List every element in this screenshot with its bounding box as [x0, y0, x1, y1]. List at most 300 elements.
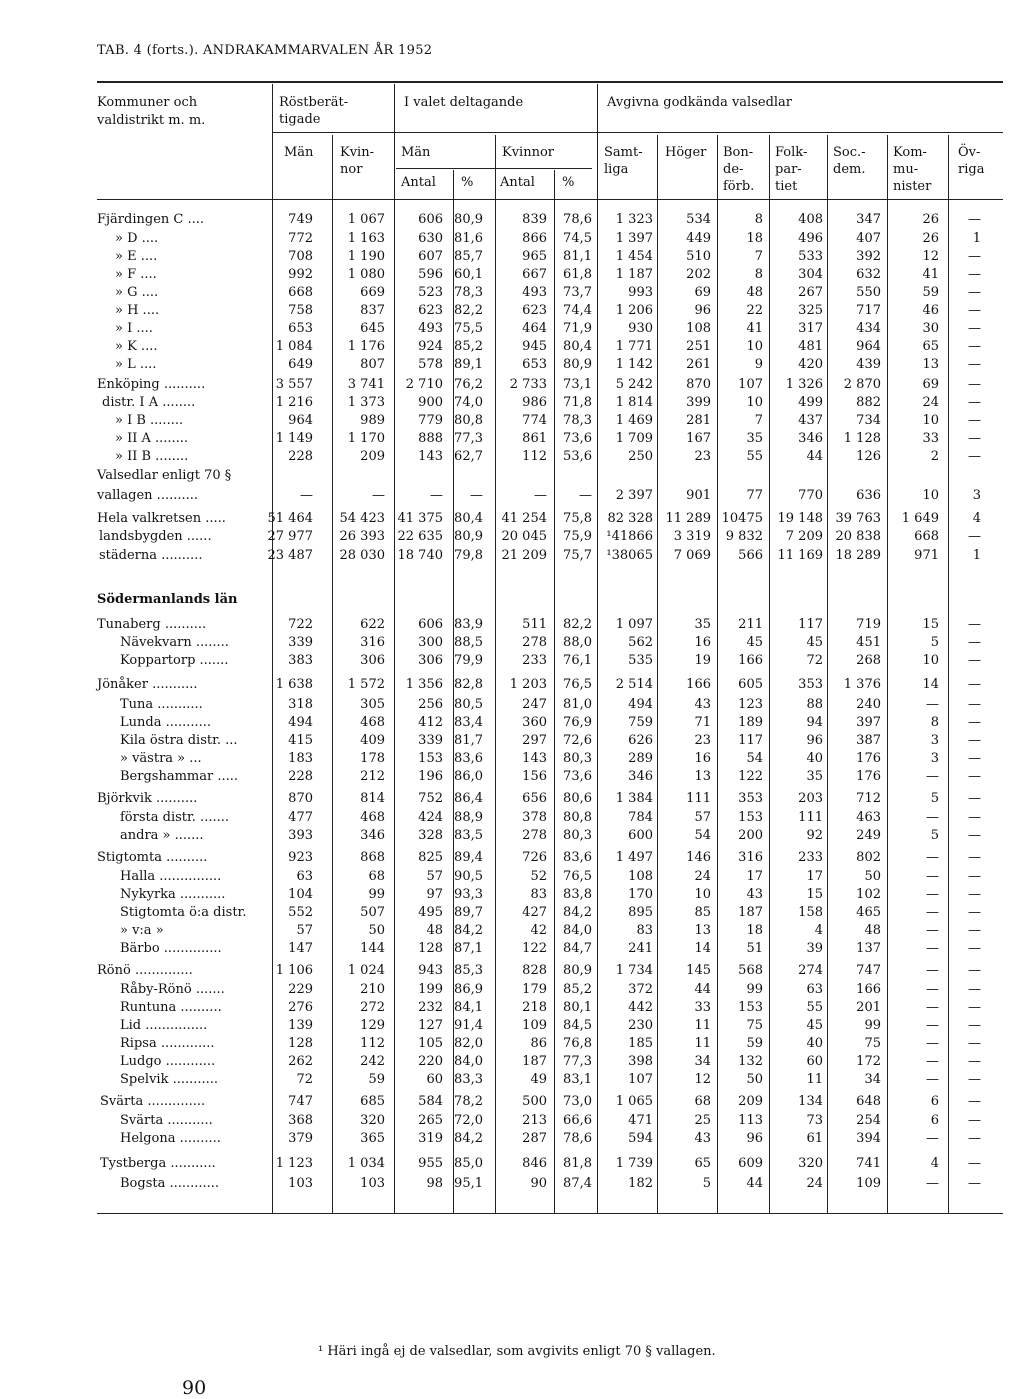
table-cell: 1 497 [615, 850, 653, 865]
table-cell: 242 [360, 1054, 385, 1069]
table-cell: 72,0 [454, 1113, 483, 1128]
table-cell: 437 [798, 413, 823, 428]
table-cell: 943 [418, 963, 443, 978]
table-cell: 117 [738, 733, 763, 748]
table-cell: 77,3 [563, 1054, 592, 1069]
row-label: Ludgo ............ [120, 1054, 216, 1069]
table-cell: 43 [746, 887, 763, 902]
table-cell: 1 080 [347, 267, 385, 282]
header-folkpartiet-1: Folk- [775, 145, 808, 160]
table-cell: — [968, 869, 981, 884]
row-label: Nävekvarn ........ [120, 635, 229, 650]
table-cell: 719 [856, 617, 881, 632]
table-cell: — [968, 1156, 981, 1171]
table-cell: 7 [754, 413, 763, 428]
table-cell: 65 [694, 1156, 711, 1171]
table-cell: 23 487 [267, 548, 313, 563]
table-cell: 209 [738, 1094, 763, 1109]
table-cell: 11 169 [777, 548, 823, 563]
table-cell: 33 [694, 1000, 711, 1015]
table-cell: 989 [360, 413, 385, 428]
table-cell: 8 [930, 715, 939, 730]
table-cell: 442 [628, 1000, 653, 1015]
table-cell: 26 [922, 231, 939, 246]
table-cell: 2 [930, 449, 939, 464]
table-cell: — [968, 828, 981, 843]
table-cell: 30 [922, 321, 939, 336]
header-samtliga-2: liga [604, 162, 629, 177]
table-cell: 1 190 [347, 249, 385, 264]
table-cell: 76,1 [563, 653, 592, 668]
table-cell: 33 [922, 431, 939, 446]
table-cell: 199 [418, 982, 443, 997]
table-cell: 923 [288, 850, 313, 865]
row-label: Kila östra distr. ... [120, 733, 238, 748]
table-cell: — [968, 653, 981, 668]
table-cell: 3 [930, 733, 939, 748]
table-cell: — [968, 449, 981, 464]
table-cell: 316 [360, 635, 385, 650]
table-cell: — [968, 791, 981, 806]
table-cell: 75,9 [563, 529, 592, 544]
table-cell: 802 [856, 850, 881, 865]
row-label: Tuna ........... [120, 697, 203, 712]
table-cell: 99 [746, 982, 763, 997]
table-cell: 494 [288, 715, 313, 730]
table-cell: 39 [806, 941, 823, 956]
rule-line [769, 135, 770, 1213]
table-cell: 6 [930, 1113, 939, 1128]
table-cell: 76,8 [563, 1036, 592, 1051]
table-cell: — [968, 635, 981, 650]
table-cell: 96 [746, 1131, 763, 1146]
table-cell: 1 469 [615, 413, 653, 428]
header-pct-man: % [461, 175, 474, 190]
table-cell: 50 [368, 923, 385, 938]
table-cell: — [968, 1036, 981, 1051]
table-cell: 397 [856, 715, 881, 730]
row-label: » v:a » [120, 923, 164, 938]
row-label: » D .... [115, 231, 159, 246]
table-cell: 656 [522, 791, 547, 806]
table-cell: 1 454 [615, 249, 653, 264]
section-heading: Södermanlands län [97, 592, 238, 607]
table-cell: 75,5 [454, 321, 483, 336]
table-cell: — [968, 923, 981, 938]
table-cell: 251 [686, 339, 711, 354]
table-cell: 41 375 [397, 511, 443, 526]
row-label: vallagen .......... [97, 488, 199, 503]
rule-line [554, 170, 555, 1213]
table-cell: 439 [856, 357, 881, 372]
table-cell: 57 [694, 810, 711, 825]
table-cell: 99 [368, 887, 385, 902]
rule-line [97, 1213, 1003, 1214]
table-cell: — [968, 357, 981, 372]
table-cell: 85,3 [454, 963, 483, 978]
table-cell: 464 [522, 321, 547, 336]
row-label: Hela valkretsen ..... [97, 511, 226, 526]
table-cell: 3 [972, 488, 981, 503]
table-cell: — [968, 887, 981, 902]
table-cell: 562 [628, 635, 653, 650]
table-cell: 63 [806, 982, 823, 997]
table-cell: — [430, 488, 443, 503]
table-cell: 158 [798, 905, 823, 920]
table-cell: 75 [864, 1036, 881, 1051]
table-cell: 481 [798, 339, 823, 354]
table-cell: 170 [628, 887, 653, 902]
table-cell: 166 [856, 982, 881, 997]
table-cell: 201 [856, 1000, 881, 1015]
table-cell: 189 [738, 715, 763, 730]
table-cell: 1 323 [615, 212, 653, 227]
header-pct-kvinnor: % [562, 175, 575, 190]
table-cell: 493 [418, 321, 443, 336]
table-cell: 59 [922, 285, 939, 300]
table-cell: — [968, 715, 981, 730]
table-cell: 9 [754, 357, 763, 372]
table-cell: 1 709 [615, 431, 653, 446]
header-man: Män [284, 145, 314, 160]
table-cell: 93,3 [454, 887, 483, 902]
table-cell: — [968, 963, 981, 978]
table-cell: 712 [856, 791, 881, 806]
row-label: Jönåker ........... [97, 677, 198, 692]
table-cell: 19 [694, 653, 711, 668]
table-cell: 107 [738, 377, 763, 392]
table-cell: 81,0 [563, 697, 592, 712]
table-cell: 83,6 [454, 751, 483, 766]
table-cell: 468 [360, 810, 385, 825]
row-label: » I .... [115, 321, 153, 336]
table-cell: 1 203 [509, 677, 547, 692]
table-cell: 69 [922, 377, 939, 392]
table-cell: 84,2 [454, 923, 483, 938]
table-cell: 34 [864, 1072, 881, 1087]
table-cell: 945 [522, 339, 547, 354]
table-cell: 1 [972, 548, 981, 563]
row-label: » E .... [115, 249, 158, 264]
table-cell: 320 [360, 1113, 385, 1128]
table-cell: 45 [746, 635, 763, 650]
table-cell: 346 [360, 828, 385, 843]
table-cell: — [926, 810, 939, 825]
table-cell: 24 [694, 869, 711, 884]
table-cell: 10475 [721, 511, 763, 526]
table-cell: 415 [288, 733, 313, 748]
table-cell: 424 [418, 810, 443, 825]
table-cell: 11 289 [665, 511, 711, 526]
table-cell: 870 [686, 377, 711, 392]
table-cell: 868 [360, 850, 385, 865]
table-cell: — [926, 1054, 939, 1069]
table-cell: 18 [746, 231, 763, 246]
table-cell: — [968, 1054, 981, 1069]
table-cell: — [534, 488, 547, 503]
row-label: landsbygden ...... [99, 529, 212, 544]
table-cell: 76,5 [563, 677, 592, 692]
table-cell: 81,7 [454, 733, 483, 748]
table-cell: 241 [628, 941, 653, 956]
table-cell: 772 [288, 231, 313, 246]
table-cell: 265 [418, 1113, 443, 1128]
rule-line [657, 135, 658, 1213]
table-cell: 78,6 [563, 212, 592, 227]
table-cell: 353 [798, 677, 823, 692]
table-cell: 4 [930, 1156, 939, 1171]
table-cell: 412 [418, 715, 443, 730]
table-cell: 98 [426, 1176, 443, 1191]
table-cell: 297 [522, 733, 547, 748]
table-cell: 60 [806, 1054, 823, 1069]
table-cell: 229 [288, 982, 313, 997]
table-cell: 78,2 [454, 1094, 483, 1109]
table-cell: 80,3 [563, 751, 592, 766]
table-cell: 211 [738, 617, 763, 632]
table-cell: 19 148 [777, 511, 823, 526]
table-cell: 34 [694, 1054, 711, 1069]
table-cell: 99 [864, 1018, 881, 1033]
table-cell: — [926, 1036, 939, 1051]
header-kommunister-1: Kom- [893, 145, 927, 160]
table-cell: 50 [746, 1072, 763, 1087]
table-cell: 132 [738, 1054, 763, 1069]
table-cell: 86,0 [454, 769, 483, 784]
rule-line [948, 135, 949, 1213]
table-cell: — [968, 267, 981, 282]
table-cell: 499 [798, 395, 823, 410]
table-cell: 407 [856, 231, 881, 246]
table-cell: 210 [360, 982, 385, 997]
table-cell: — [968, 677, 981, 692]
table-cell: 183 [288, 751, 313, 766]
table-cell: — [926, 1072, 939, 1087]
table-cell: 233 [798, 850, 823, 865]
table-cell: 609 [738, 1156, 763, 1171]
table-cell: 1 397 [615, 231, 653, 246]
table-cell: 17 [806, 869, 823, 884]
table-cell: 71,8 [563, 395, 592, 410]
table-cell: 176 [856, 751, 881, 766]
table-cell: 1 170 [347, 431, 385, 446]
header-rostberattigade-1: Röstberät- [279, 95, 349, 110]
table-cell: 196 [418, 769, 443, 784]
header-kommuner-2: valdistrikt m. m. [97, 113, 206, 128]
table-cell: 837 [360, 303, 385, 318]
table-cell: 35 [694, 617, 711, 632]
table-cell: 87,1 [454, 941, 483, 956]
table-cell: 734 [856, 413, 881, 428]
table-cell: 44 [694, 982, 711, 997]
table-cell: 78,3 [563, 413, 592, 428]
table-cell: 339 [418, 733, 443, 748]
table-cell: 65 [922, 339, 939, 354]
header-kvinnor-2: nor [340, 162, 363, 177]
table-cell: 274 [798, 963, 823, 978]
table-cell: — [300, 488, 313, 503]
table-cell: 88,0 [563, 635, 592, 650]
table-cell: — [968, 1000, 981, 1015]
row-label: Enköping .......... [97, 377, 206, 392]
table-cell: 74,5 [563, 231, 592, 246]
table-cell: 550 [856, 285, 881, 300]
table-cell: 44 [806, 449, 823, 464]
table-cell: 3 557 [275, 377, 313, 392]
table-cell: 94 [806, 715, 823, 730]
table-cell: 17 [746, 869, 763, 884]
table-cell: — [926, 850, 939, 865]
table-cell: 408 [798, 212, 823, 227]
table-cell: 1 149 [275, 431, 313, 446]
rule-line [887, 135, 888, 1213]
table-cell: 145 [686, 963, 711, 978]
table-cell: 339 [288, 635, 313, 650]
table-cell: 90 [530, 1176, 547, 1191]
table-cell: 146 [686, 850, 711, 865]
table-cell: 84,5 [563, 1018, 592, 1033]
header-kvinnor-deltagande: Kvinnor [502, 145, 554, 160]
table-cell: 128 [288, 1036, 313, 1051]
table-cell: — [968, 751, 981, 766]
table-cell: 85 [694, 905, 711, 920]
table-cell: 493 [522, 285, 547, 300]
table-cell: 45 [806, 1018, 823, 1033]
table-cell: 179 [522, 982, 547, 997]
table-cell: 1 206 [615, 303, 653, 318]
table-cell: 43 [694, 1131, 711, 1146]
table-cell: 346 [798, 431, 823, 446]
header-kvinnor-1: Kvin- [340, 145, 374, 160]
row-label: Stigtomta ö:a distr. [120, 905, 247, 920]
table-cell: 2 870 [843, 377, 881, 392]
table-cell: 281 [686, 413, 711, 428]
table-cell: 81,1 [563, 249, 592, 264]
table-cell: 232 [418, 1000, 443, 1015]
table-cell: 306 [418, 653, 443, 668]
table-cell: 54 [694, 828, 711, 843]
table-cell: 24 [806, 1176, 823, 1191]
table-cell: 71 [694, 715, 711, 730]
row-label: distr. I A ........ [102, 395, 196, 410]
table-cell: 84,1 [454, 1000, 483, 1015]
table-cell: 306 [360, 653, 385, 668]
table-cell: 846 [522, 1156, 547, 1171]
table-cell: 127 [418, 1018, 443, 1033]
table-cell: 178 [360, 751, 385, 766]
table-cell: 95,1 [454, 1176, 483, 1191]
table-cell: 83,3 [454, 1072, 483, 1087]
table-cell: — [926, 1018, 939, 1033]
table-cell: 11 [694, 1018, 711, 1033]
rule-line [396, 168, 592, 169]
table-cell: — [968, 905, 981, 920]
table-cell: 1 649 [901, 511, 939, 526]
table-cell: 59 [368, 1072, 385, 1087]
table-cell: 80,9 [563, 963, 592, 978]
table-cell: 449 [686, 231, 711, 246]
table-cell: 220 [418, 1054, 443, 1069]
table-cell: 81,6 [454, 231, 483, 246]
row-label: » H .... [115, 303, 160, 318]
table-cell: 317 [798, 321, 823, 336]
table-cell: 895 [628, 905, 653, 920]
table-cell: 85,2 [454, 339, 483, 354]
table-cell: 24 [922, 395, 939, 410]
table-cell: 648 [856, 1094, 881, 1109]
table-cell: 187 [738, 905, 763, 920]
table-cell: 80,8 [563, 810, 592, 825]
table-cell: 84,7 [563, 941, 592, 956]
table-cell: 153 [418, 751, 443, 766]
table-cell: 88 [806, 697, 823, 712]
table-cell: 289 [628, 751, 653, 766]
table-cell: 89,7 [454, 905, 483, 920]
table-cell: 10 [922, 488, 939, 503]
table-cell: 866 [522, 231, 547, 246]
table-cell: 10 [922, 653, 939, 668]
table-cell: 900 [418, 395, 443, 410]
header-socdem-1: Soc.- [833, 145, 866, 160]
table-cell: 143 [418, 449, 443, 464]
table-cell: 80,9 [563, 357, 592, 372]
table-cell: 41 [922, 267, 939, 282]
table-cell: 51 464 [267, 511, 313, 526]
table-cell: 14 [694, 941, 711, 956]
row-label: » II B ........ [115, 449, 189, 464]
table-cell: — [968, 321, 981, 336]
table-cell: 971 [914, 548, 939, 563]
table-cell: 1 097 [615, 617, 653, 632]
row-label: Björkvik .......... [97, 791, 198, 806]
table-cell: 870 [288, 791, 313, 806]
table-cell: 60 [426, 1072, 443, 1087]
table-cell: 267 [798, 285, 823, 300]
table-cell: 770 [798, 488, 823, 503]
table-cell: 46 [922, 303, 939, 318]
table-cell: 247 [522, 697, 547, 712]
row-label: Ripsa ............. [120, 1036, 215, 1051]
table-cell: 228 [288, 449, 313, 464]
header-i-valet-deltagande: I valet deltagande [404, 95, 524, 110]
table-cell: — [968, 377, 981, 392]
rule-line [97, 199, 1003, 200]
table-cell: 156 [522, 769, 547, 784]
table-cell: 1 326 [785, 377, 823, 392]
table-cell: 73,0 [563, 1094, 592, 1109]
table-cell: 23 [694, 733, 711, 748]
table-cell: 3 741 [347, 377, 385, 392]
table-cell: 84,0 [454, 1054, 483, 1069]
table-cell: — [926, 905, 939, 920]
table-cell: 18 289 [835, 548, 881, 563]
table-cell: — [968, 769, 981, 784]
table-cell: — [968, 982, 981, 997]
table-cell: 930 [628, 321, 653, 336]
table-cell: 552 [288, 905, 313, 920]
table-cell: 368 [288, 1113, 313, 1128]
table-cell: 82,2 [454, 303, 483, 318]
row-label: städerna .......... [99, 548, 203, 563]
table-cell: 494 [628, 697, 653, 712]
table-cell: 35 [806, 769, 823, 784]
table-cell: 84,2 [454, 1131, 483, 1146]
table-cell: 318 [288, 697, 313, 712]
table-cell: 213 [522, 1113, 547, 1128]
table-cell: — [579, 488, 592, 503]
table-cell: 80,4 [563, 339, 592, 354]
rule-line [717, 135, 718, 1213]
